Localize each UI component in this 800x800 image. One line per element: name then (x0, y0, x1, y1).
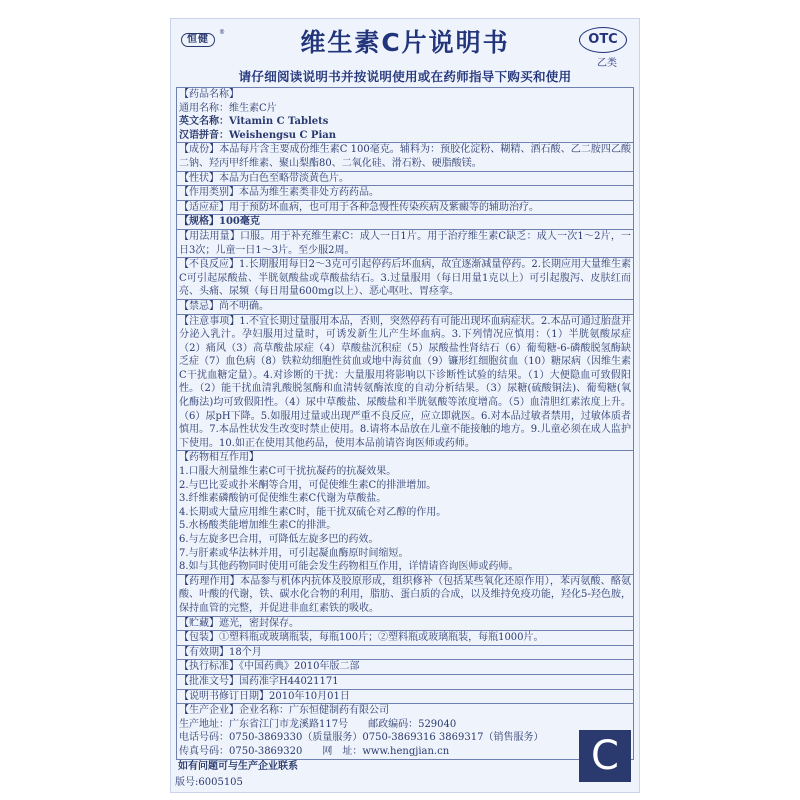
standard-text: 【执行标准】《中国药典》2010年版二部 (179, 661, 360, 673)
section-appearance (176, 172, 634, 187)
package-text: 【包装】①塑料瓶或玻璃瓶装，每瓶100片；②塑料瓶或玻璃瓶装，每瓶1000片。 (179, 632, 544, 644)
usage-notice: 请仔细阅读说明书并按说明使用或在药师指导下购买和使用 (238, 69, 572, 84)
section-revision-date (176, 690, 634, 705)
revision-text: 【说明书修订日期】2010年10月01日 (179, 690, 350, 702)
appearance-text: 【性状】本品为白色至略带淡黄色片。 (179, 172, 349, 184)
interaction-item: 4.长期或大量应用维生素C时，能干扰双硫仑对乙醇的作用。 (179, 506, 447, 518)
otc-class-label: 乙类 (597, 58, 617, 69)
contraindications-text: 【禁忌】尚不明确。 (179, 300, 269, 312)
pharmacology-text: 【药理作用】本品参与机体内抗体及胶原形成，组织修补（包括某些氧化还原作用），苯丙氨酸、酪氨酸、叶酸的代谢，铁、碳水化合物的利用，脂肪、蛋白质的合成，以及维持免疫功能，羟化5-羟色胺，保持血管的完整，并促进非血红素铁的吸收。 (179, 575, 631, 614)
section-composition (176, 143, 634, 171)
section-contraindications (176, 300, 634, 315)
otc-badge: OTC (579, 27, 627, 53)
section-category (176, 186, 634, 201)
dosage-text: 【用法用量】口服。用于补充维生素C：成人一日1片。用于治疗维生素C缺乏：成人一次1～2片，一日3次；儿童一日1～3片。至少服2周。 (179, 230, 631, 256)
interaction-item: 3.纤维素磷酸钠可促使维生素C代谢为草酸盐。 (179, 493, 387, 505)
section-adverse-reactions (176, 258, 634, 300)
section-dosage (176, 230, 634, 258)
brand-logo: 恒健 (181, 33, 215, 47)
validity-text: 【有效期】18个月 (179, 646, 262, 658)
interaction-item: 6.与左旋多巴合用，可降低左旋多巴的药效。 (179, 534, 379, 545)
leaflet-content (176, 87, 634, 777)
contact-note: 如有问题可与生产企业联系 (178, 760, 298, 772)
approval-text: 【批准文号】国药准字H44021171 (179, 675, 339, 687)
section-approval (176, 675, 634, 690)
section-heading: 【药品名称】 (179, 89, 239, 100)
section-indication (176, 201, 634, 216)
interaction-item: 8.如与其他药物同时使用可能会发生药物相互作用，详情请咨询医师或药师。 (179, 561, 519, 573)
section-manufacturer (176, 704, 634, 759)
precautions-text: 【注意事项】1.不宜长期过量服用本品，否则，突然停药有可能出现坏血病症状。2.本品可通过胎盘并分泌入乳汁。孕妇服用过量时，可诱发新生儿产生坏血病。3.下列情况应慎用：（1）半胱氨酸尿症（2）痛风（3）高草酸盐尿症（4）草酸盐沉积症（5）尿酸盐性肾结石（6）葡萄糖-6-磷酸脱氢酶缺乏症（7）血色病（8）铁粒幼细胞性贫血或地中海贫血（9）镰形红细胞贫血（10）糖尿病（因维生素C干扰血糖定量）。4.对诊断的干扰：大量服用将影响以下诊断性试验的结果。（1）大便隐血可致假阳性。（2）能干扰血清乳酸脱氢酶和血清转氨酶浓度的自动分析结果。（3）尿糖(硫酸铜法)、葡萄糖(氧化酶法)均可致假阳性。（4）尿中草酸盐、尿酸盐和半胱氨酸等浓度增高。（5）血清胆红素浓度上升。（6）尿pH下降。5.如服用过量或出现严重不良反应，应立即就医。6.对本品过敏者禁用，过敏体质者慎用。7.本品性状发生改变时禁止使用。8.请将本品放在儿童不能接触的地方。9.儿童必须在成人监护下使用。10.如正在使用其他药品，使用本品前请咨询医师或药师。 (179, 315, 631, 449)
interaction-item: 5.水杨酸类能增加维生素C的排泄。 (179, 520, 337, 532)
version-number: 版号:6005105 (175, 777, 243, 788)
section-spec (176, 215, 634, 230)
vitamin-c-mark: C (579, 730, 631, 782)
generic-name: 通用名称：维生素C片 (179, 102, 277, 114)
manufacturer-address: 生产地址：广东省江门市龙溪路117号 邮政编码：529040 (179, 718, 457, 730)
composition-text: 【成份】本品每片含主要成份维生素C 100毫克。辅料为：预胶化淀粉、糊精、酒石酸、乙二胺四乙酸二钠、羟丙甲纤维素、聚山梨酯80、二氧化硅、滑石粉、硬脂酸镁。 (179, 144, 631, 169)
manufacturer-name: 【生产企业】企业名称：广东恒健制药有限公司 (179, 705, 389, 717)
document-title: 维生素C片说明书 (300, 28, 510, 57)
section-drug-name (176, 87, 634, 143)
section-heading: 【药物相互作用】 (179, 452, 259, 464)
registered-mark: ® (219, 29, 225, 36)
section-pharmacology (176, 575, 634, 617)
category-text: 【作用类别】本品为维生素类非处方药药品。 (179, 187, 379, 199)
manufacturer-phone: 电话号码：0750-3869330（质量服务）0750-3869316 3869317（销售服务） (179, 732, 544, 744)
indication-text: 【适应症】用于预防坏血病，也可用于各种急慢性传染疾病及紫癜等的辅助治疗。 (179, 201, 539, 213)
section-validity (176, 646, 634, 661)
interaction-item: 2.与巴比妥或扑米酮等合用，可促使维生素C的排泄增加。 (179, 479, 437, 491)
storage-text: 【贮藏】遮光，密封保存。 (179, 617, 299, 629)
section-interactions (176, 451, 634, 574)
section-package (176, 631, 634, 646)
section-precautions (176, 315, 634, 452)
leaflet-page (170, 18, 640, 793)
interaction-item: 7.与肝素或华法林并用，可引起凝血酶原时间缩短。 (179, 547, 409, 559)
adverse-text: 【不良反应】1.长期服用每日2～3克可引起停药后坏血病，故宜逐渐减量停药。2.长期应用大量维生素C可引起尿酸盐、半胱氨酸盐或草酸盐结石。3.过量服用（每日用量1克以上）可引起腹泻、皮肤红而亮、头痛、尿频（每日用量600mg以上）、恶心呕吐、胃痉挛。 (179, 259, 631, 298)
section-storage (176, 617, 634, 632)
english-name: 英文名称：Vitamin C Tablets (179, 116, 329, 128)
spec-text: 【规格】100毫克 (179, 216, 260, 228)
section-standard (176, 660, 634, 675)
interaction-item: 1.口服大剂量维生素C可干扰抗凝药的抗凝效果。 (179, 466, 397, 478)
pinyin-name: 汉语拼音：Weishengsu C Pian (179, 129, 336, 141)
manufacturer-fax-web: 传真号码：0750-3869320 网 址：www.hengjian.cn (179, 745, 450, 757)
